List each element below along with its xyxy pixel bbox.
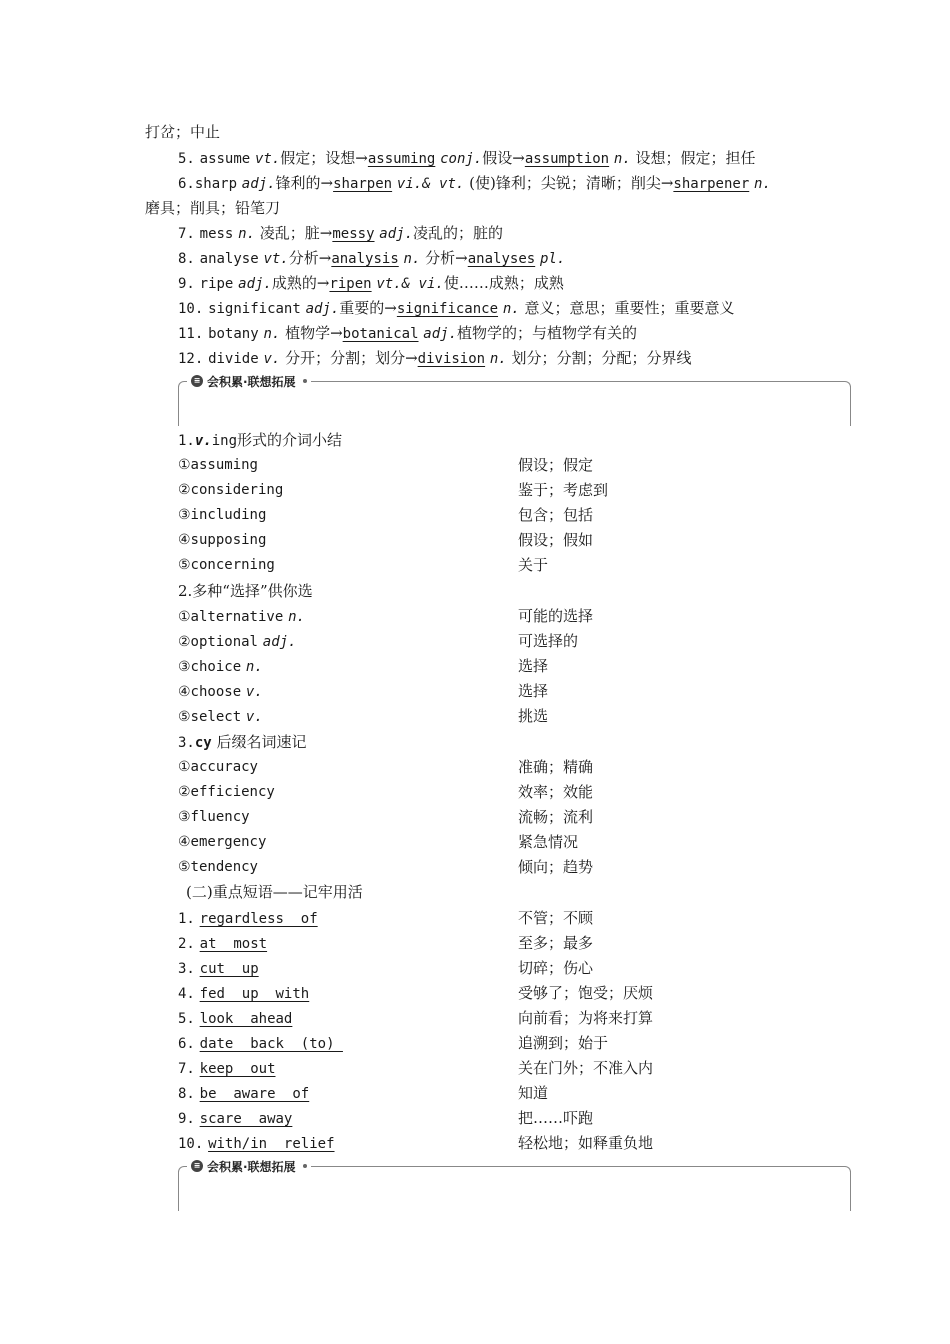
meaning: 假定；设想→: [280, 149, 368, 167]
meaning: 分析→: [288, 249, 332, 267]
meaning: 锋利的→: [275, 174, 334, 192]
section-title: [178, 430, 342, 450]
list-item: [178, 606, 305, 626]
meaning: 意义；意思；重要性；重要意义: [524, 299, 735, 317]
phrase-number: 4.: [178, 986, 195, 1002]
phrase-item: [178, 983, 309, 1003]
phrase-meaning: 把……吓跑: [518, 1109, 594, 1127]
list-item: [178, 706, 263, 726]
vocab-word: significant: [208, 301, 301, 317]
vocab-number: 8.: [178, 251, 195, 267]
meaning: 划分；分割；分配；分界线: [511, 349, 692, 367]
phrase-item: [178, 958, 259, 978]
phrase-number: 9.: [178, 1111, 195, 1127]
phrase-number: 3.: [178, 961, 195, 977]
phrase-text: look ahead: [199, 1011, 293, 1027]
list-item: [178, 681, 263, 701]
list-item-meaning: 选择: [518, 657, 549, 675]
section-title: [178, 732, 307, 752]
phrase-text: fed up with: [199, 986, 310, 1002]
phrase-text: regardless of: [199, 911, 318, 927]
list-item-meaning: 包含；包括: [518, 506, 594, 524]
list-item-meaning: 流畅；流利: [518, 808, 594, 826]
part-of-speech: adj.: [238, 276, 272, 292]
phrase-meaning: 轻松地；如释重负地: [518, 1134, 654, 1152]
phrase-text: scare away: [199, 1111, 293, 1127]
meaning: 设想；假定；担任: [635, 149, 756, 167]
vocab-number: 6.: [178, 176, 195, 192]
section-title-cn: 后缀名词速记: [216, 733, 307, 751]
part-of-speech: n.: [613, 151, 631, 167]
vocab-word: analyse: [199, 251, 259, 267]
book-icon: ≡: [191, 1160, 203, 1172]
part-of-speech: conj.: [440, 151, 483, 167]
part-of-speech: adj.: [423, 326, 458, 342]
meaning: 分开；分割；划分→: [285, 349, 418, 367]
vocab-item-8: [178, 248, 565, 268]
section-number: 1.: [178, 433, 195, 449]
list-item-meaning: 准确；精确: [518, 758, 594, 776]
dot-icon: [303, 1164, 307, 1168]
vocab-word: botany: [208, 326, 259, 342]
phrase-text: cut up: [199, 961, 259, 977]
list-item-word: ③choice: [178, 659, 242, 675]
vocab-item-10: [178, 298, 734, 318]
phrase-meaning: 切碎；伤心: [518, 959, 594, 977]
part-of-speech: n.: [754, 176, 771, 192]
meaning: 重要的→: [339, 299, 397, 317]
derived-word: sharpen: [333, 176, 393, 192]
list-item: ④supposing: [178, 532, 267, 548]
section-title-suffix: cy: [194, 735, 212, 751]
accumulation-banner: [178, 374, 851, 426]
part-of-speech: v.: [263, 351, 281, 367]
list-item-meaning: 紧急情况: [518, 833, 579, 851]
list-item-meaning: 关于: [518, 556, 549, 574]
list-item: ①assuming: [178, 457, 258, 473]
part-of-speech: n.: [238, 226, 255, 242]
list-item-meaning: 假设；假如: [518, 531, 594, 549]
meaning: 植物学→: [285, 324, 343, 342]
list-item-meaning: 效率；效能: [518, 783, 594, 801]
part-of-speech: n.: [489, 351, 507, 367]
list-item-word: ②optional: [178, 634, 258, 650]
part-of-speech: n.: [263, 326, 281, 342]
phrase-item: [178, 1083, 309, 1103]
phrase-item: [178, 1133, 335, 1153]
accumulation-banner: [178, 1159, 851, 1211]
phrase-text: at most: [199, 936, 268, 952]
phrase-number: 10.: [178, 1136, 204, 1152]
meaning: 分析→: [425, 249, 468, 267]
section-number: 3.: [178, 735, 195, 751]
phrase-text: be aware of: [199, 1086, 310, 1102]
derived-word: significance: [396, 301, 499, 317]
list-item-word: ①alternative: [178, 609, 284, 625]
vocab-word: sharp: [194, 176, 238, 192]
part-of-speech: adj.: [241, 176, 276, 192]
phrase-meaning: 不管；不顾: [518, 909, 594, 927]
part-of-speech: adj.: [262, 634, 297, 650]
list-item-meaning: 可选择的: [518, 632, 579, 650]
vocab-number: 9.: [178, 276, 195, 292]
list-item: ②efficiency: [178, 784, 275, 800]
section-title-v: v.: [194, 433, 212, 449]
part-of-speech: v.: [245, 709, 263, 725]
phrase-item: [178, 1033, 343, 1053]
continued-text: 打岔；中止: [145, 123, 221, 141]
vocab-item-6-cont: 磨具；削具；铅笔刀: [145, 199, 281, 217]
vocab-word: assume: [199, 151, 251, 167]
banner-label: [187, 1157, 311, 1175]
list-item: ①accuracy: [178, 759, 258, 775]
vocab-item-12: [178, 348, 692, 368]
vocab-number: 11.: [178, 326, 204, 342]
meaning: 假设→: [482, 149, 525, 167]
vocab-number: 10.: [178, 301, 204, 317]
list-item-meaning: 可能的选择: [518, 607, 594, 625]
derived-word: sharpener: [673, 176, 750, 192]
section-title-ing: ing: [211, 433, 238, 449]
vocab-item-5: [178, 148, 756, 168]
list-item-meaning: 挑选: [518, 707, 549, 725]
phrase-number: 6.: [178, 1036, 195, 1052]
list-item: ③fluency: [178, 809, 250, 825]
derived-word: analysis: [331, 251, 399, 267]
list-item: ②considering: [178, 482, 284, 498]
vocab-item-7: [178, 223, 503, 243]
phrase-number: 7.: [178, 1061, 195, 1077]
part-of-speech: vt.& vi.: [376, 276, 444, 292]
vocab-number: 7.: [178, 226, 195, 242]
part-of-speech: n.: [245, 659, 263, 675]
list-item: ③including: [178, 507, 267, 523]
phrase-meaning: 向前看；为将来打算: [518, 1009, 654, 1027]
banner-title: 会积累·联想拓展: [207, 1159, 296, 1174]
part-of-speech: n.: [502, 301, 520, 317]
phrase-text: date back (to): [199, 1036, 343, 1052]
phrase-item: [178, 1058, 276, 1078]
list-item: ⑤concerning: [178, 557, 275, 573]
phrase-item: [178, 908, 318, 928]
vocab-item-6: [178, 173, 771, 193]
phrase-text: keep out: [199, 1061, 276, 1077]
vocab-number: 12.: [178, 351, 204, 367]
part-of-speech: vt.: [255, 151, 281, 167]
vocab-word: ripe: [199, 276, 234, 292]
derived-word: assumption: [524, 151, 610, 167]
phrase-number: 1.: [178, 911, 195, 927]
list-item: ④emergency: [178, 834, 267, 850]
part-of-speech: vi.& vt.: [396, 176, 465, 192]
phrase-text: with/in relief: [208, 1136, 335, 1152]
meaning: 使……成熟；成熟: [443, 274, 564, 292]
phrase-meaning: 追溯到；始于: [518, 1034, 609, 1052]
list-item: [178, 656, 263, 676]
vocab-number: 5.: [178, 151, 195, 167]
meaning: 凌乱；脏→: [259, 224, 333, 242]
phrase-number: 5.: [178, 1011, 195, 1027]
vocab-item-11: [178, 323, 637, 343]
derived-word: ripen: [329, 276, 372, 292]
dot-icon: [303, 379, 307, 383]
list-item-meaning: 鉴于；考虑到: [518, 481, 609, 499]
list-item: [178, 631, 296, 651]
section-title-cn: 形式的介词小结: [237, 431, 343, 449]
part-of-speech: pl.: [539, 251, 566, 267]
phrase-meaning: 受够了；饱受；厌烦: [518, 984, 654, 1002]
derived-word: botanical: [342, 326, 419, 342]
phrase-item: [178, 933, 267, 953]
phrase-number: 8.: [178, 1086, 195, 1102]
derived-word: analyses: [467, 251, 536, 267]
meaning: (使)锋利；尖锐；清晰；削尖→: [469, 174, 674, 192]
derived-word: messy: [332, 226, 375, 242]
phrase-meaning: 至多；最多: [518, 934, 594, 952]
part-of-speech: n.: [403, 251, 421, 267]
phrase-item: [178, 1008, 292, 1028]
section-title: 2.多种“选择”供你选: [178, 582, 313, 600]
part-of-speech: vt.: [263, 251, 289, 267]
list-item-word: ④choose: [178, 684, 242, 700]
meaning: 植物学的；与植物学有关的: [457, 324, 638, 342]
list-item-meaning: 倾向；趋势: [518, 858, 594, 876]
phrase-number: 2.: [178, 936, 195, 952]
meaning: 凌乱的；脏的: [413, 224, 504, 242]
list-item-meaning: 假设；假定: [518, 456, 594, 474]
vocab-word: mess: [199, 226, 234, 242]
banner-title: 会积累·联想拓展: [207, 374, 296, 389]
phrase-meaning: 关在门外；不准入内: [518, 1059, 654, 1077]
part-of-speech: adj.: [379, 226, 414, 242]
part-of-speech: adj.: [305, 301, 340, 317]
meaning: 成熟的→: [271, 274, 330, 292]
list-item-meaning: 选择: [518, 682, 549, 700]
phrases-heading: (二)重点短语——记牢用活: [186, 883, 363, 901]
phrase-meaning: 知道: [518, 1084, 549, 1102]
vocab-word: divide: [208, 351, 259, 367]
derived-word: division: [417, 351, 486, 367]
book-icon: ≡: [191, 375, 203, 387]
part-of-speech: v.: [245, 684, 263, 700]
phrase-item: [178, 1108, 292, 1128]
part-of-speech: n.: [288, 609, 305, 625]
list-item: ⑤tendency: [178, 859, 258, 875]
vocab-item-9: [178, 273, 564, 293]
banner-label: [187, 372, 311, 390]
derived-word: assuming: [367, 151, 436, 167]
list-item-word: ⑤select: [178, 709, 242, 725]
